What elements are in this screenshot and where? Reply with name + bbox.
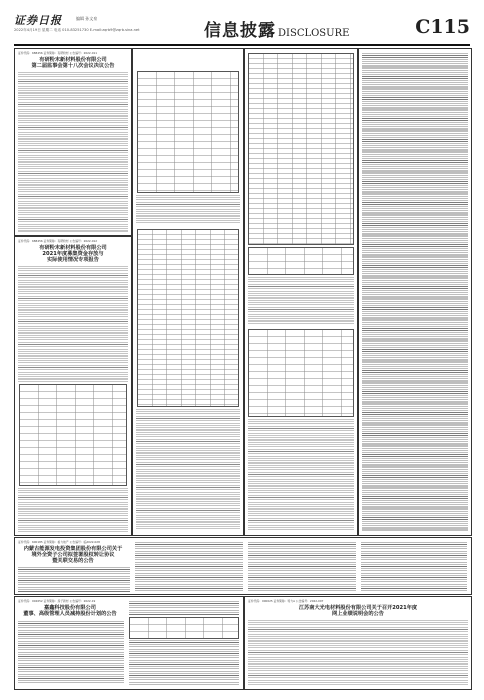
announcement-3-col-3 — [248, 542, 356, 592]
announcement-4-table — [129, 617, 239, 639]
announcement-1-title-2: 第二届监事会第十八次会议决议公告 — [31, 63, 115, 69]
masthead-rule — [14, 44, 470, 46]
masthead — [14, 10, 470, 46]
announcement-3-code: 证券代码：600185 证券简称：格力地产 公告编号：临2022-028 — [18, 540, 100, 544]
announcement-2-title-2: 2021年度募集资金存放与 — [42, 251, 104, 257]
column-three-text-2 — [248, 419, 354, 531]
announcement-1 — [14, 48, 132, 236]
announcement-3-col-2 — [135, 542, 243, 592]
announcement-3-title-1: 内蒙古能源发电投资集团股份有限公司关于 — [23, 546, 123, 552]
middle-table-1 — [137, 71, 239, 193]
announcement-2 — [14, 236, 132, 536]
announcement-4-col-2 — [129, 640, 239, 685]
section-title-zh: 信息披露 — [204, 21, 276, 41]
announcement-2-body — [18, 266, 128, 382]
announcement-3-col-4 — [361, 542, 467, 592]
section-title — [204, 16, 349, 41]
column-three-table-2 — [248, 247, 354, 275]
announcement-1-code: 证券代码：688456 证券简称：有研粉材 公告编号：2022-011 — [18, 51, 98, 55]
announcement-4-title-2: 董事、高级管理人员减持股份计划的公告 — [23, 611, 117, 617]
column-three-table-3 — [248, 329, 354, 417]
announcement-2-table — [19, 384, 127, 486]
announcement-2-code: 证券代码：688456 证券简称：有研粉材 公告编号：2022-012 — [18, 239, 98, 243]
announcement-3-title-2: 境外全资子公司拟签署股权转让协议 — [31, 552, 115, 558]
column-three-text-1 — [248, 277, 354, 325]
announcement-1-body — [18, 72, 128, 232]
announcement-4-col-1 — [18, 621, 124, 685]
column-four — [358, 48, 472, 536]
newspaper-logo: 证券日报 — [14, 14, 62, 27]
announcement-5 — [244, 596, 472, 690]
announcement-3 — [14, 537, 472, 595]
announcement-3-col-1 — [18, 567, 130, 592]
announcement-4-title-1: 嘉鑫科技股份有限公司 — [44, 605, 96, 611]
editor-credit: 编辑 孙文泉 — [76, 16, 98, 21]
announcement-1-title-1: 有研粉末新材料股份有限公司 — [39, 57, 107, 63]
announcement-2-title-1: 有研粉末新材料股份有限公司 — [39, 245, 107, 251]
middle-text-2 — [136, 409, 240, 531]
announcement-5-title-1: 江苏南大光电材料股份有限公司关于召开2021年度 — [298, 605, 418, 611]
middle-text-1 — [136, 195, 240, 225]
announcement-2-body-2 — [18, 488, 128, 532]
announcement-5-body — [248, 620, 468, 685]
announcement-4-col-2-text — [129, 601, 239, 615]
column-four-text — [362, 53, 468, 531]
announcement-2-title-3: 实际使用情况专项报告 — [47, 257, 99, 263]
announcement-4 — [14, 596, 244, 690]
middle-column — [132, 48, 244, 536]
announcement-5-code: 证券代码：000025 证券简称：特力A 公告编号：2022-007 — [248, 599, 324, 603]
announcement-5-title-2: 网上业绩说明会的公告 — [332, 611, 384, 617]
page-number: C115 — [415, 16, 470, 38]
column-three — [244, 48, 358, 536]
dateline: 2022年4月19日 星期二 电话 010-83251730 E-mail:zqrb9@zqrb.sina.net — [14, 28, 140, 32]
announcement-3-title-3: 暨关联交易的公告 — [52, 558, 94, 564]
section-title-en: DISCLOSURE — [278, 28, 350, 39]
announcement-4-code: 证券代码：002652 证券简称：扬子新材 公告编号：2022-19 — [18, 599, 96, 603]
column-three-table-1 — [248, 53, 354, 245]
middle-table-2 — [137, 229, 239, 407]
